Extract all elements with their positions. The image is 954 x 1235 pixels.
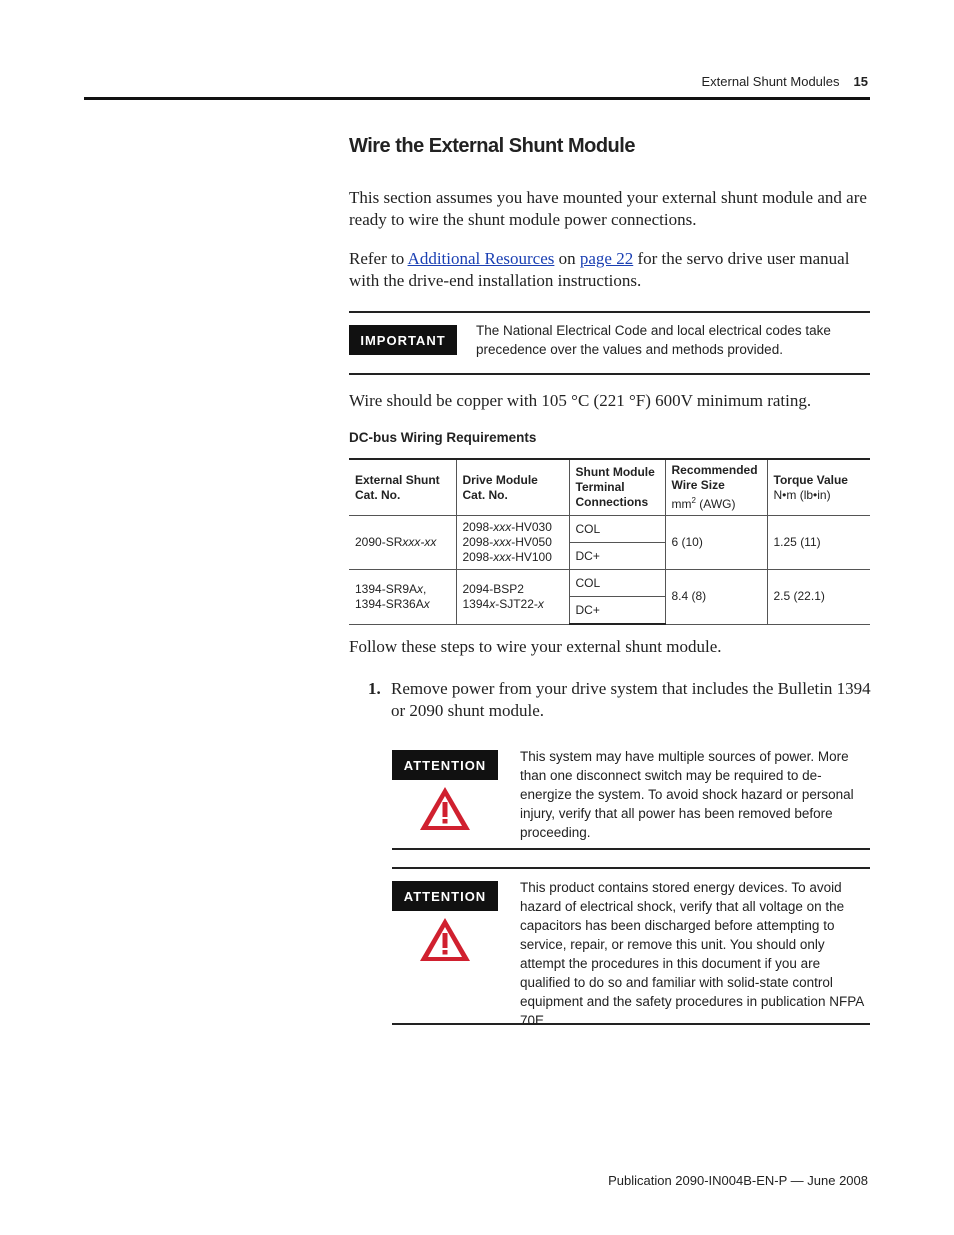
table-row [349, 516, 870, 543]
running-head [702, 74, 869, 89]
cell-drive-cat: 2098-xxx-HV030 2098-xxx-HV050 2098-xxx-HV100 [456, 516, 569, 570]
attention-label: ATTENTION [392, 881, 498, 911]
header-external-shunt: External Shunt Cat. No. [349, 459, 456, 516]
running-head-section: External Shunt Modules [701, 74, 840, 89]
header-drive-module: Drive Module Cat. No. [456, 459, 569, 516]
section-title: Wire the External Shunt Module [349, 135, 635, 157]
cell-terminal: DC+ [569, 597, 665, 625]
step-text: Remove power from your drive system that includes the Bulletin 1394 or 2090 shunt module. [391, 679, 871, 720]
cell-drive-cat: 2094-BSP2 1394x-SJT22-x [456, 570, 569, 625]
attention-box-1 [392, 738, 870, 850]
cell-wire-size: 8.4 (8) [665, 570, 767, 625]
header-rule [84, 97, 870, 100]
table-row [349, 570, 870, 597]
attention-text: This product contains stored energy devices. To avoid hazard of electrical shock, verify that all voltage on the capacitors has been discharged before attempting to service, repair, or remove this unit. You should only attempt the procedures in this document if you are qualified to do so and familiar with solid-state control equipment and the safety procedures in publication NFPA 70E. [520, 880, 864, 1028]
header-torque [767, 459, 870, 516]
header-torque-unit: N•m (lb•in) [773, 487, 831, 502]
refer-suffix: for the servo drive user manual with the drive-end installation instructions. [349, 249, 850, 290]
cell-shunt-cat: 1394-SR9Ax, 1394-SR36Ax [349, 570, 456, 625]
step-number: 1. [368, 679, 381, 698]
cell-terminal: DC+ [569, 543, 665, 570]
cell-torque: 2.5 (22.1) [767, 570, 870, 625]
refer-prefix: Refer to [349, 249, 408, 268]
important-label: IMPORTANT [349, 325, 457, 355]
warning-triangle-icon [418, 915, 472, 963]
header-wire-size-title: Recommended Wire Size [671, 463, 758, 492]
header-terminal-connections: Shunt Module Terminal Connections [569, 459, 665, 516]
attention-text: This system may have multiple sources of power. More than one disconnect switch may be required to de-energize the system. To avoid shock hazard or personal injury, verify that all power has been removed before proceeding. [520, 749, 854, 840]
header-wire-size [665, 459, 767, 516]
page-number: 15 [853, 74, 868, 89]
header-wire-size-unit: $mm^2$ (AWG) [671, 496, 736, 511]
cell-wire-size: 6 (10) [665, 516, 767, 570]
page-22-link[interactable]: page 22 [579, 249, 634, 268]
additional-resources-link[interactable]: Additional Resources [407, 249, 555, 268]
cell-terminal: COL [569, 570, 665, 597]
header-torque-title: Torque Value [773, 472, 848, 487]
table-caption: DC-bus Wiring Requirements [349, 430, 537, 445]
important-box [349, 311, 870, 375]
refer-paragraph [349, 248, 874, 291]
intro-paragraph: This section assumes you have mounted your external shunt module and are ready to wire the shunt module power connections. [349, 188, 867, 229]
publication-footer: Publication 2090-IN004B-EN-P — June 2008 [608, 1173, 868, 1188]
steps-intro: Follow these steps to wire your external shunt module. [349, 637, 722, 656]
dc-bus-wiring-table [349, 458, 870, 625]
refer-middle: on [554, 249, 580, 268]
cell-torque: 1.25 (11) [767, 516, 870, 570]
attention-label: ATTENTION [392, 750, 498, 780]
important-text: The National Electrical Code and local electrical codes take precedence over the values and methods provided. [476, 323, 831, 357]
table-header-row [349, 459, 870, 516]
cell-terminal: COL [569, 516, 665, 543]
cell-shunt-cat: 2090-SRxxx-xx [349, 516, 456, 570]
attention-box-2 [392, 867, 870, 1028]
warning-triangle-icon [418, 784, 472, 832]
wire-note: Wire should be copper with 105 °C (221 °F) 600V minimum rating. [349, 391, 812, 410]
